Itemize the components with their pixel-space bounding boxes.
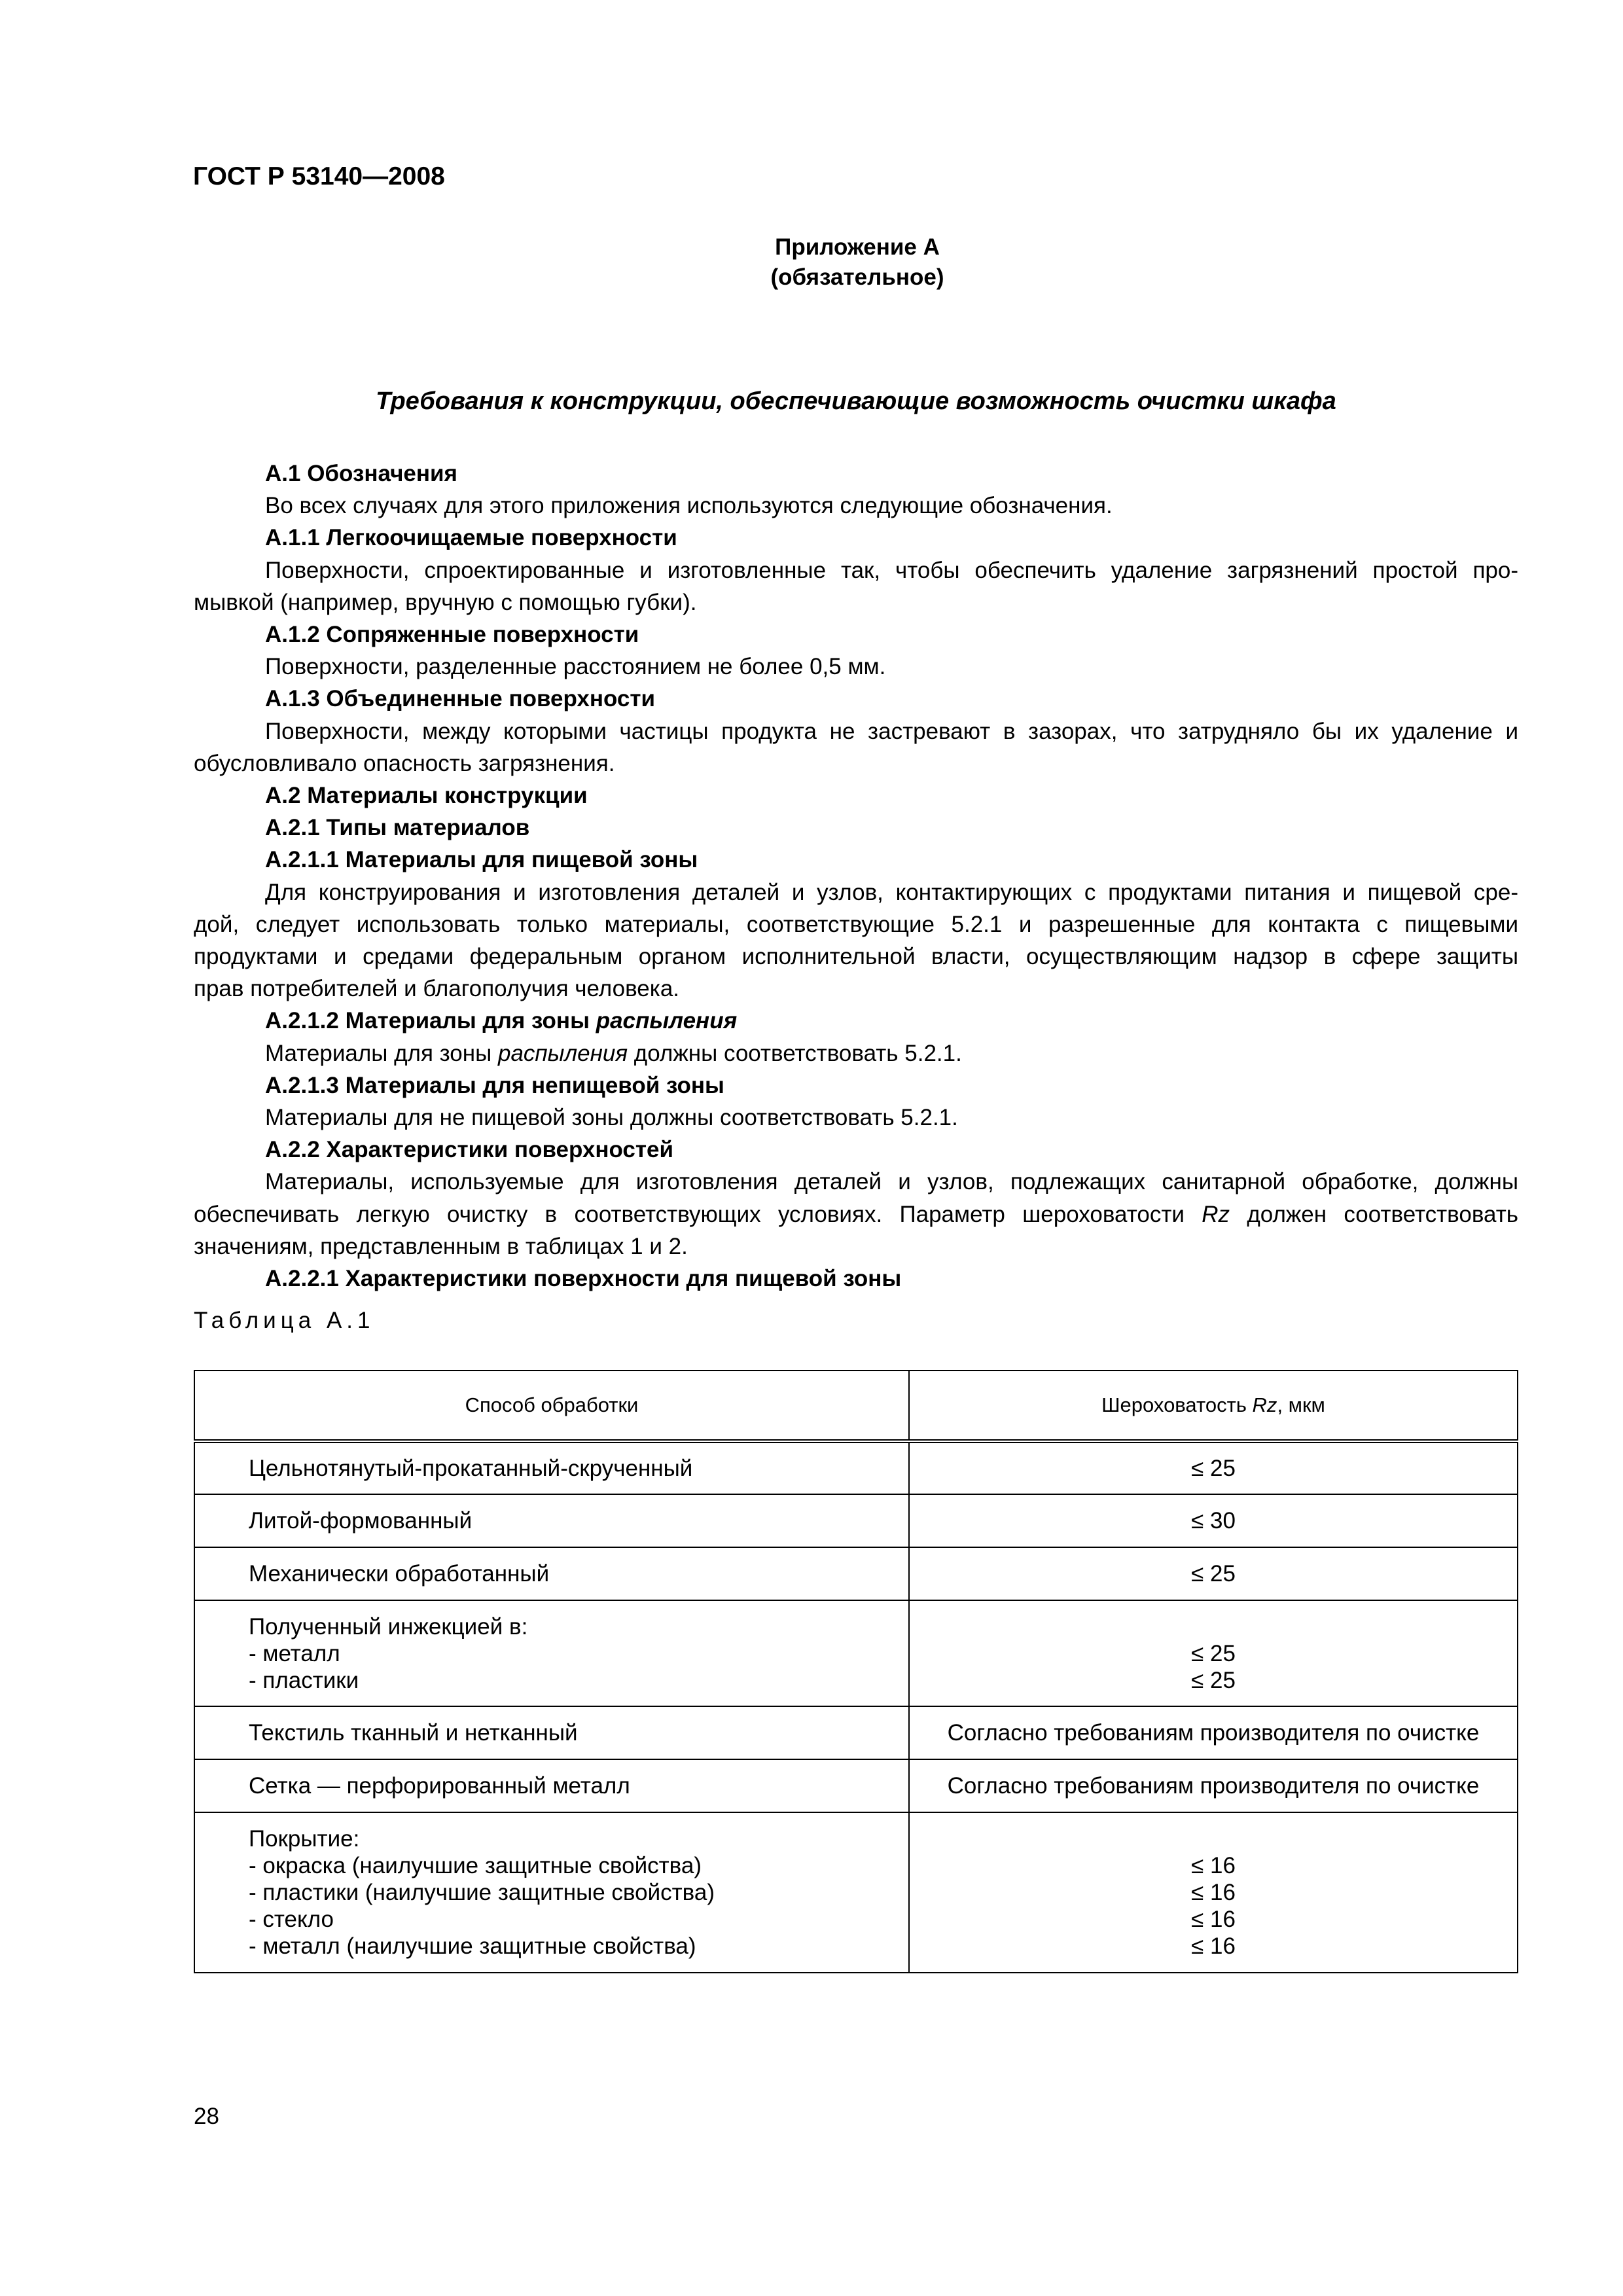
method-line: - пластики [249, 1667, 359, 1693]
roughness-value: ≤ 16 [1191, 1880, 1236, 1905]
body-text [194, 457, 1518, 1295]
section-heading: А.2.1.1 Материалы для пищевой зоны [265, 847, 698, 873]
paragraph-line: продуктами и средами федеральным органом исполнительной власти, осуществляющим надзор в сфере защиты [194, 944, 1518, 970]
paragraph-line: обусловливало опасность загрязнения. [194, 750, 615, 776]
method-line: - пластики (наилучшие защитные свойства) [249, 1880, 715, 1905]
table-row [194, 1441, 1518, 1494]
roughness-value: ≤ 25 [1191, 1456, 1236, 1481]
rz-symbol: Rz [1252, 1393, 1277, 1416]
method-line: - стекло [249, 1907, 334, 1932]
roughness-table [194, 1370, 1518, 1973]
method-line: Покрытие: [249, 1826, 360, 1852]
table-row [194, 1812, 1518, 1973]
paragraph-line: прав потребителей и благополучия человека. [194, 976, 680, 1002]
cell-method [194, 1441, 909, 1494]
method-line: - металл [249, 1640, 340, 1666]
section-heading: А.1.3 Объединенные поверхности [265, 686, 656, 712]
cell-roughness [909, 1706, 1518, 1759]
section-heading: А.1.2 Сопряженные поверхности [265, 622, 639, 648]
table-header-row [194, 1371, 1518, 1441]
cell-roughness [909, 1547, 1518, 1600]
table-row [194, 1547, 1518, 1600]
cell-method [194, 1600, 909, 1706]
roughness-value: Согласно требованиям производителя по очистке [947, 1773, 1480, 1799]
roughness-value: Согласно требованиям производителя по очистке [947, 1720, 1480, 1746]
method-line: Цельнотянутый-прокатанный-скрученный [249, 1456, 693, 1481]
section-heading: А.2.1.2 Материалы для зоны распыления [265, 1008, 738, 1034]
table-row [194, 1494, 1518, 1547]
roughness-value: ≤ 16 [1191, 1907, 1236, 1932]
cell-method [194, 1547, 909, 1600]
paragraph-line: мывкой (например, вручную с помощью губки). [194, 589, 697, 615]
cell-roughness [909, 1494, 1518, 1547]
cell-method [194, 1759, 909, 1812]
cell-roughness [909, 1441, 1518, 1494]
table-row [194, 1706, 1518, 1759]
cell-roughness [909, 1600, 1518, 1706]
paragraph-line: Поверхности, спроектированные и изготовленные так, чтобы обеспечить удаление загрязнений простой про- [265, 557, 1518, 583]
method-line: - металл (наилучшие защитные свойства) [249, 1933, 696, 1959]
header-roughness: Шероховатость Rz, мкм [909, 1371, 1518, 1441]
paragraph-line: обеспечивать легкую очистку в соответствующих условиях. Параметр шероховатости Rz должен соответствовать [194, 1201, 1518, 1227]
roughness-value: ≤ 16 [1191, 1853, 1236, 1878]
header-method: Способ обработки [194, 1371, 909, 1441]
roughness-value: ≤ 25 [1191, 1640, 1236, 1666]
paragraph-line: дой, следует использовать только материалы, соответствующие 5.2.1 и разрешенные для контакта с пищевыми [194, 911, 1518, 937]
paragraph-line: Материалы для зоны распыления должны соответствовать 5.2.1. [265, 1040, 962, 1066]
method-line: Полученный инжекцией в: [249, 1613, 528, 1640]
section-heading: А.2.1 Типы материалов [265, 815, 530, 841]
cell-roughness [909, 1759, 1518, 1812]
method-line: Литой-формованный [249, 1508, 473, 1534]
annex-status: (обязательное) [770, 264, 944, 290]
cell-roughness [909, 1812, 1518, 1973]
section-heading: А.2.2 Характеристики поверхностей [265, 1137, 674, 1163]
section-heading: А.1.1 Легкоочищаемые поверхности [265, 525, 677, 551]
paragraph-line: Материалы, используемые для изготовления деталей и узлов, подлежащих санитарной обработке, должны [265, 1169, 1518, 1195]
method-line: Сетка — перфорированный металл [249, 1773, 630, 1799]
paragraph-line: Для конструирования и изготовления деталей и узлов, контактирующих с продуктами питания и пищевой сре- [265, 879, 1518, 905]
method-line: Механически обработанный [249, 1561, 550, 1587]
paragraph-line: Поверхности, разделенные расстоянием не более 0,5 мм. [265, 654, 886, 680]
annex-label: Приложение А [775, 234, 940, 260]
roughness-value: ≤ 25 [1191, 1667, 1236, 1693]
paragraph-line: значениям, представленным в таблицах 1 и 2. [194, 1233, 688, 1259]
paragraph-line: Во всех случаях для этого приложения используются следующие обозначения. [265, 493, 1113, 519]
table-caption: Таблица А.1 [194, 1308, 375, 1333]
section-heading: А.1 Обозначения [265, 461, 457, 486]
annex-header [0, 232, 1623, 293]
roughness-value: ≤ 30 [1191, 1508, 1236, 1534]
roughness-value: ≤ 16 [1191, 1933, 1236, 1959]
document-code: ГОСТ Р 53140—2008 [193, 162, 445, 190]
table-row [194, 1600, 1518, 1706]
method-line: - окраска (наилучшие защитные свойства) [249, 1853, 702, 1878]
section-heading: А.2.1.3 Материалы для непищевой зоны [265, 1072, 724, 1098]
method-line: Текстиль тканный и нетканный [249, 1720, 578, 1746]
cell-method [194, 1494, 909, 1547]
page-number: 28 [194, 2104, 219, 2129]
cell-method [194, 1812, 909, 1973]
cell-method [194, 1706, 909, 1759]
section-heading: А.2 Материалы конструкции [265, 783, 588, 809]
roughness-value [910, 1825, 1517, 1852]
roughness-value: ≤ 25 [1191, 1561, 1236, 1587]
roughness-value [910, 1613, 1517, 1640]
paragraph-line: Материалы для не пищевой зоны должны соответствовать 5.2.1. [265, 1105, 958, 1131]
annex-title: Требования к конструкции, обеспечивающие возможность очистки шкафа [376, 387, 1336, 415]
paragraph-line: Поверхности, между которыми частицы продукта не застревают в зазорах, что затрудняло бы их удаление и [265, 718, 1518, 744]
section-heading: А.2.2.1 Характеристики поверхности для пищевой зоны [265, 1266, 902, 1292]
table-row [194, 1759, 1518, 1812]
